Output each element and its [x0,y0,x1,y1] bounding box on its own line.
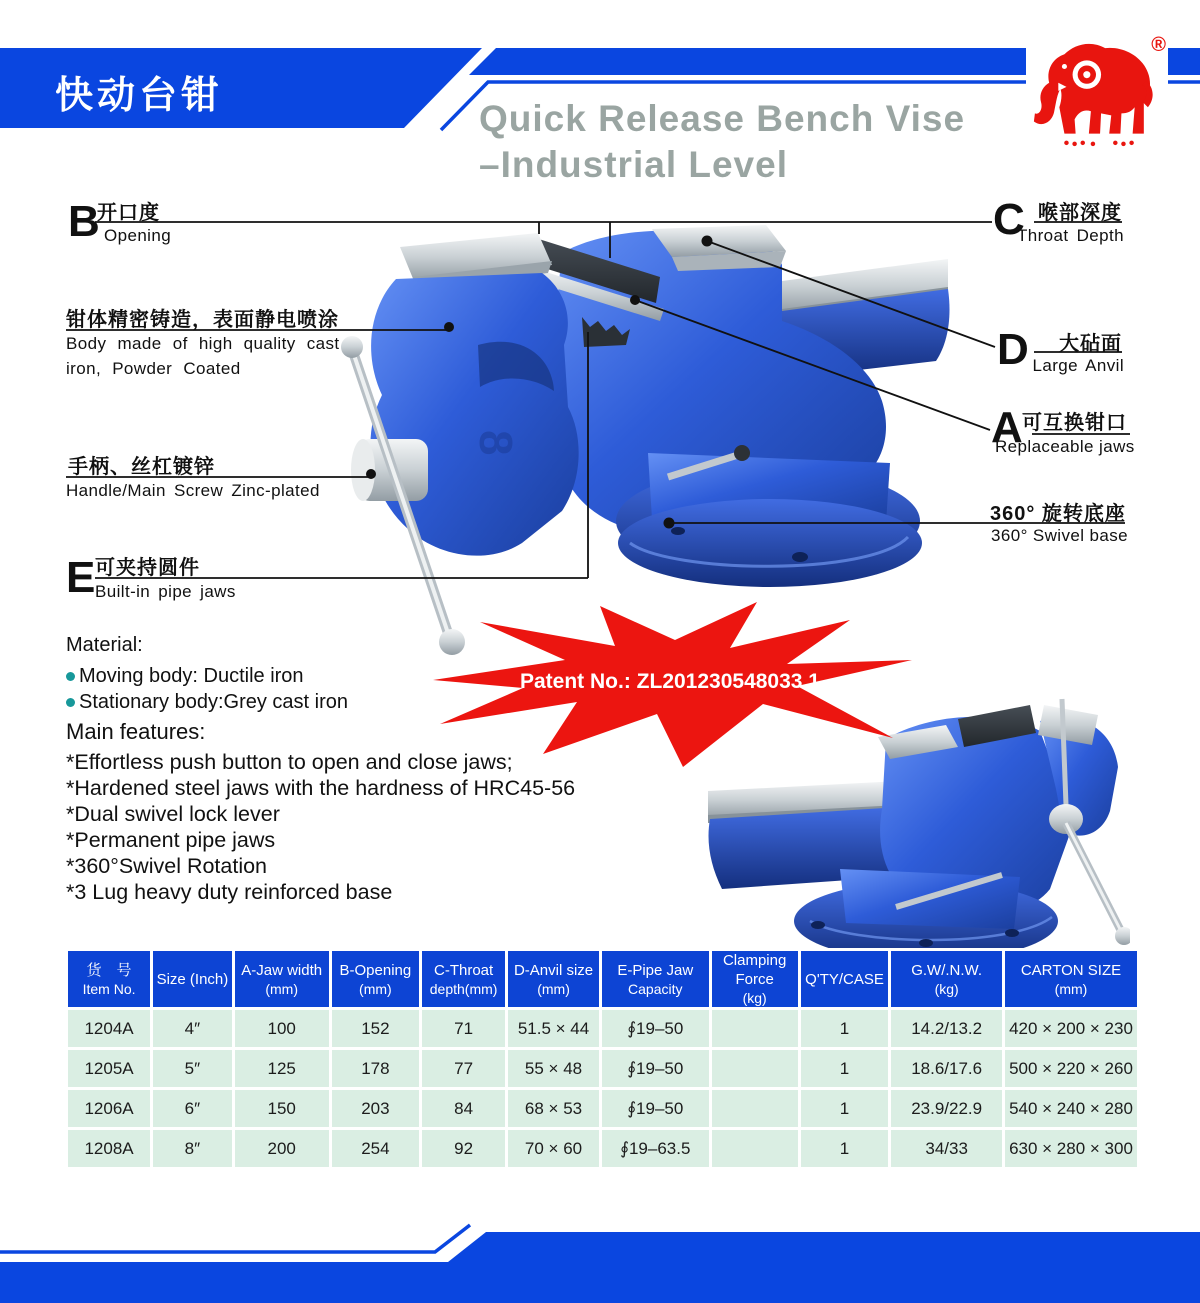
bullet-icon [66,698,75,707]
table-cell: ∮19–50 [602,1010,709,1047]
material-item [66,663,646,689]
column-header-6: D-Anvil size (mm) [508,951,599,1007]
table-cell: ∮19–63.5 [602,1130,709,1167]
table-row [68,1010,1137,1047]
features-title: Main features: [66,719,206,744]
column-header-1: 货 号 Item No. [68,951,150,1007]
table-cell: ∮19–50 [602,1090,709,1127]
callout-letter-e: E [66,553,96,602]
registered-trademark: ® [1151,34,1166,56]
feature-item: *Dual swivel lock lever [66,802,280,826]
column-header-3: A-Jaw width (mm) [235,951,329,1007]
table-cell: 77 [422,1050,505,1087]
table-cell: 1 [801,1130,889,1167]
column-header-4: B-Opening (mm) [332,951,420,1007]
feature-item: *3 Lug heavy duty reinforced base [66,880,393,904]
material-title: Material: [66,634,143,656]
table-row [68,1090,1137,1127]
callout-pipejaw-zh: 可夹持圆件 [95,557,200,579]
table-cell: 1206A [68,1090,150,1127]
table-cell: 420 × 200 × 230 [1005,1010,1137,1047]
table-cell: 5″ [153,1050,232,1087]
table-cell: ∮19–50 [602,1050,709,1087]
table-cell: 254 [332,1130,420,1167]
material-section [66,634,646,905]
feature-item: *Permanent pipe jaws [66,828,276,852]
spec-table [65,948,1140,1170]
svg-text:8: 8 [470,430,522,456]
callout-body-zh: 钳体精密铸造，表面静电喷涂 [66,309,339,331]
callout-letter-a: A [991,403,1023,452]
table-cell: 1 [801,1090,889,1127]
callout-opening-zh: 开口度 [97,202,160,224]
feature-item: *Hardened steel jaws with the hardness of HRC45-56 [66,776,576,800]
column-header-9: Q'TY/CASE [801,951,889,1007]
material-item [66,689,646,715]
callout-body-en2: iron, Powder Coated [66,359,241,378]
table-cell [712,1090,798,1127]
feature-item: *360°Swivel Rotation [66,854,268,878]
column-header-8: Clamping Force (kg) [712,951,798,1007]
table-row [68,1130,1137,1167]
column-header-5: C-Throat depth(mm) [422,951,505,1007]
feature-item: *Effortless push button to open and close jaws; [66,750,513,774]
brand-title-zh: 快动台钳 [55,75,224,117]
table-cell: 14.2/13.2 [891,1010,1002,1047]
callout-letter-c: C [993,195,1025,244]
table-cell: 178 [332,1050,420,1087]
callout-letter-d: D [997,325,1029,374]
table-cell: 71 [422,1010,505,1047]
table-cell [712,1010,798,1047]
table-cell: 125 [235,1050,329,1087]
table-cell: 6″ [153,1090,232,1127]
table-cell: 1208A [68,1130,150,1167]
table-cell: 8″ [153,1130,232,1167]
callout-body-en1: Body made of high quality cast [66,334,340,353]
callout-anvil-zh: 大砧面 [1059,333,1122,355]
table-cell: 630 × 280 × 300 [1005,1130,1137,1167]
table-cell: 51.5 × 44 [508,1010,599,1047]
table-cell: 200 [235,1130,329,1167]
material-item-text: Stationary body:Grey cast iron [79,691,349,713]
patent-number: Patent No.: ZL201230548033.1 [520,670,820,693]
table-cell: 1205A [68,1050,150,1087]
callout-jaws-en: Replaceable jaws [995,437,1135,456]
callout-throat-en: Throat Depth [1016,226,1124,245]
column-header-11: CARTON SIZE (mm) [1005,951,1137,1007]
page-title-line2: –Industrial Level [479,144,788,185]
table-cell: 70 × 60 [508,1130,599,1167]
table-header-row [68,951,1137,1007]
callout-jaws-zh: 可互换钳口 [1022,412,1127,434]
table-cell: 55 × 48 [508,1050,599,1087]
column-header-7: E-Pipe Jaw Capacity [602,951,709,1007]
red-elephant-icon [1026,38,1168,152]
callout-swivel-en: 360° Swivel base [991,526,1128,545]
callout-pipejaw-en: Built-in pipe jaws [95,582,236,601]
page-title [479,96,965,188]
callout-throat-zh: 喉部深度 [1038,202,1122,224]
table-cell: 1 [801,1050,889,1087]
material-item-text: Moving body: Ductile iron [79,665,304,687]
callout-opening-en: Opening [104,226,172,245]
table-cell: 68 × 53 [508,1090,599,1127]
table-cell: 18.6/17.6 [891,1050,1002,1087]
page-title-line1: Quick Release Bench Vise [479,98,966,139]
callout-anvil-en: Large Anvil [1032,356,1124,375]
table-cell: 203 [332,1090,420,1127]
table-cell: 1 [801,1010,889,1047]
table-cell: 4″ [153,1010,232,1047]
footer-band [0,1223,1200,1303]
callout-handle-en: Handle/Main Screw Zinc-plated [66,481,320,500]
table-cell: 100 [235,1010,329,1047]
column-header-2: Size (Inch) [153,951,232,1007]
callout-swivel-zh: 360° 旋转底座 [990,503,1126,525]
table-cell [712,1130,798,1167]
table-cell: 150 [235,1090,329,1127]
table-cell [712,1050,798,1087]
table-cell: 540 × 240 × 280 [1005,1090,1137,1127]
main-vise-image [330,225,950,655]
brand-logo [1026,34,1168,152]
table-cell: 152 [332,1010,420,1047]
table-cell: 23.9/22.9 [891,1090,1002,1127]
callout-letter-b: B [68,197,100,246]
table-cell: 1204A [68,1010,150,1047]
table-row [68,1050,1137,1087]
table-cell: 34/33 [891,1130,1002,1167]
table-cell: 500 × 220 × 260 [1005,1050,1137,1087]
table-cell: 92 [422,1130,505,1167]
bullet-icon [66,672,75,681]
column-header-10: G.W/.N.W. (kg) [891,951,1002,1007]
table-cell: 84 [422,1090,505,1127]
callout-handle-zh: 手柄、丝杠镀锌 [68,456,215,478]
